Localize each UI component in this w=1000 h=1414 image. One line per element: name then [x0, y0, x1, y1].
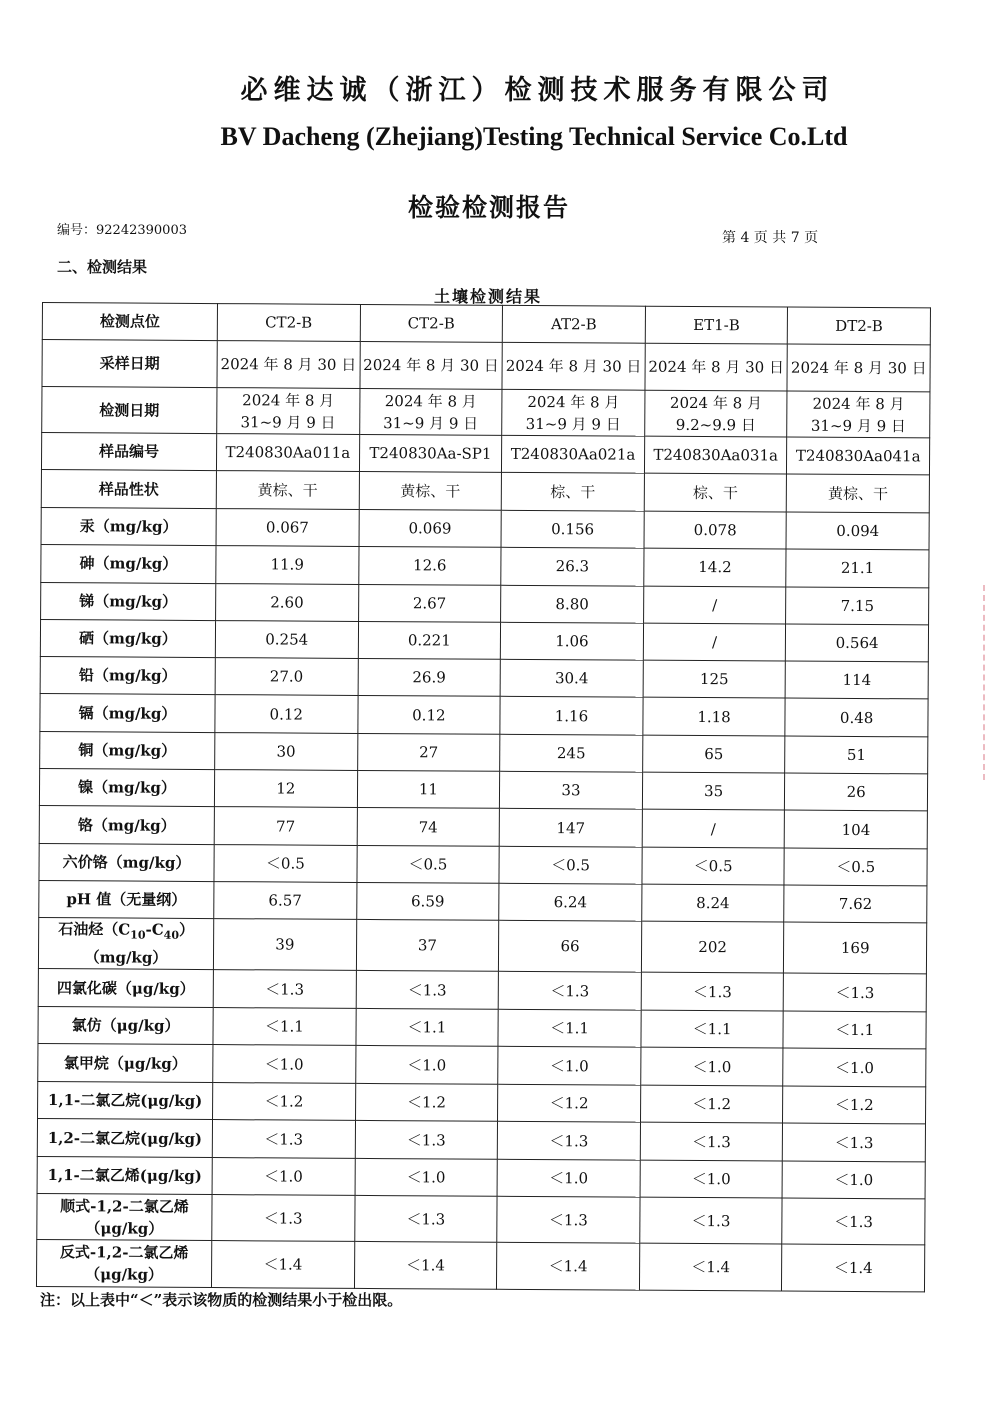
info-0-row	[42, 303, 930, 345]
result-7-value: 35	[642, 772, 785, 810]
result-8-value: 77	[214, 807, 357, 845]
result-3-row	[40, 619, 928, 662]
result-9-label: 六价铬（mg/kg）	[39, 843, 214, 881]
tph-value: 66	[499, 921, 642, 973]
result-6-value: 51	[785, 736, 928, 774]
result-0-value: 0.078	[644, 511, 787, 549]
info-2-label: 检测日期	[42, 387, 217, 434]
result-4-value: 114	[785, 661, 928, 699]
tph-value: 39	[213, 919, 356, 971]
info-2-value: 2024 年 8 月 31~9 月 9 日	[359, 388, 502, 435]
voc-0-value: ＜1.3	[356, 971, 499, 1009]
result-2-label: 锑（mg/kg）	[41, 582, 216, 620]
result-0-row	[41, 507, 929, 550]
result-2-value: /	[643, 586, 786, 624]
result-3-value: 0.221	[358, 621, 501, 659]
result-7-row	[39, 769, 927, 812]
info-4-value: 黄棕、干	[216, 471, 359, 510]
voc-3-label: 1,1-二氯乙烷(μg/kg)	[38, 1081, 213, 1120]
report-number: 编号：92242390003	[57, 223, 187, 238]
result-7-label: 镍（mg/kg）	[39, 769, 214, 807]
result-9-row	[39, 843, 927, 886]
voc-3-value: ＜1.2	[783, 1086, 926, 1124]
info-4-value: 黄棕、干	[787, 474, 930, 513]
info-1-label: 采样日期	[42, 340, 217, 388]
result-10-row	[39, 880, 927, 923]
result-2-value: 2.67	[358, 584, 501, 622]
voc-4-value: ＜1.3	[355, 1121, 498, 1159]
result-2-value: 8.80	[501, 585, 644, 623]
result-1-row	[41, 545, 929, 588]
info-2-value: 2024 年 8 月 31~9 月 9 日	[787, 391, 930, 438]
info-0-value: DT2-B	[788, 307, 931, 345]
result-5-label: 镉（mg/kg）	[40, 694, 215, 732]
info-3-value: T240830Aa-SP1	[359, 434, 502, 472]
info-1-value: 2024 年 8 月 30 日	[360, 341, 503, 389]
info-4-value: 棕、干	[501, 472, 644, 511]
result-8-row	[39, 806, 927, 849]
result-6-value: 30	[215, 732, 358, 770]
info-3-value: T240830Aa031a	[644, 436, 787, 474]
voc-7-value: ＜1.4	[497, 1243, 640, 1291]
result-2-value: 7.15	[786, 587, 929, 625]
result-5-value: 0.48	[785, 699, 928, 737]
result-6-value: 245	[500, 734, 643, 772]
result-9-value: ＜0.5	[784, 848, 927, 886]
result-3-value: 0.254	[215, 620, 358, 658]
result-10-value: 7.62	[784, 885, 927, 923]
result-10-label: pH 值（无量纲）	[39, 880, 214, 918]
tph-row	[38, 918, 926, 974]
tph-value: 202	[641, 921, 784, 973]
voc-1-label: 氯仿（μg/kg）	[38, 1006, 213, 1045]
result-5-value: 1.18	[643, 698, 786, 736]
result-1-value: 21.1	[786, 549, 929, 587]
info-2-value: 2024 年 8 月 31~9 月 9 日	[502, 389, 645, 436]
result-5-value: 1.16	[500, 697, 643, 735]
voc-3-row	[38, 1081, 926, 1124]
result-0-value: 0.067	[216, 509, 359, 547]
result-0-value: 0.094	[786, 512, 929, 550]
result-8-value: 74	[357, 808, 500, 846]
result-7-value: 12	[214, 770, 357, 808]
info-2-value: 2024 年 8 月 31~9 月 9 日	[217, 388, 360, 435]
result-6-value: 27	[357, 733, 500, 771]
voc-6-value: ＜1.3	[212, 1195, 355, 1242]
result-4-row	[40, 657, 928, 700]
voc-7-row	[36, 1240, 924, 1292]
voc-1-value: ＜1.1	[641, 1010, 784, 1048]
result-4-value: 27.0	[215, 658, 358, 696]
tph-label-part: ）	[178, 921, 195, 940]
result-5-row	[40, 694, 928, 737]
result-1-value: 11.9	[216, 546, 359, 584]
tph-label-part: 石油烃（C	[58, 920, 131, 939]
result-3-label: 硒（mg/kg）	[40, 619, 215, 657]
result-2-row	[41, 582, 929, 625]
info-0-value: CT2-B	[217, 304, 360, 342]
voc-7-value: ＜1.4	[211, 1241, 354, 1289]
tph-value: 37	[356, 920, 499, 972]
voc-5-label: 1,1-二氯乙烯(μg/kg)	[37, 1156, 212, 1195]
voc-5-value: ＜1.0	[497, 1159, 640, 1197]
voc-4-value: ＜1.3	[212, 1120, 355, 1158]
results-table-body	[36, 303, 930, 1293]
voc-2-value: ＜1.0	[213, 1045, 356, 1083]
table-title: 土壤检测结果	[433, 287, 542, 306]
result-1-label: 砷（mg/kg）	[41, 545, 216, 583]
info-2-value: 2024 年 8 月 9.2~9.9 日	[644, 390, 787, 437]
voc-2-value: ＜1.0	[355, 1046, 498, 1084]
voc-2-value: ＜1.0	[498, 1047, 641, 1085]
voc-5-value: ＜1.0	[355, 1158, 498, 1196]
voc-6-value: ＜1.3	[640, 1197, 783, 1244]
voc-4-value: ＜1.3	[497, 1122, 640, 1160]
voc-0-label: 四氯化碳（μg/kg）	[38, 969, 213, 1008]
voc-0-value: ＜1.3	[784, 973, 927, 1011]
result-5-value: 0.12	[357, 696, 500, 734]
voc-6-value: ＜1.3	[782, 1198, 925, 1245]
voc-1-value: ＜1.1	[783, 1011, 926, 1049]
info-3-row	[41, 433, 929, 475]
result-10-value: 6.59	[356, 882, 499, 920]
info-1-value: 2024 年 8 月 30 日	[787, 344, 930, 392]
info-0-value: ET1-B	[645, 306, 788, 344]
result-5-value: 0.12	[215, 695, 358, 733]
result-8-value: /	[642, 810, 785, 848]
voc-4-value: ＜1.3	[640, 1122, 783, 1160]
voc-6-value: ＜1.3	[497, 1197, 640, 1244]
result-2-value: 2.60	[216, 583, 359, 621]
voc-1-value: ＜1.1	[213, 1007, 356, 1045]
voc-6-value: ＜1.3	[354, 1196, 497, 1243]
tph-label-unit: （mg/kg）	[84, 948, 168, 968]
info-4-row	[41, 469, 929, 512]
result-9-value: ＜0.5	[642, 847, 785, 885]
voc-7-value: ＜1.4	[354, 1242, 497, 1290]
voc-1-value: ＜1.1	[356, 1008, 499, 1046]
info-4-value: 黄棕、干	[359, 471, 502, 510]
voc-7-label: 反式-1,2-二氯乙烯 （μg/kg）	[36, 1240, 211, 1288]
result-4-value: 30.4	[500, 659, 643, 697]
seam-stamp-mark	[963, 585, 985, 780]
result-4-value: 125	[643, 660, 786, 698]
result-8-value: 147	[499, 809, 642, 847]
result-9-value: ＜0.5	[499, 846, 642, 884]
voc-3-value: ＜1.2	[498, 1084, 641, 1122]
result-8-label: 铬（mg/kg）	[39, 806, 214, 844]
voc-2-label: 氯甲烷（μg/kg）	[38, 1044, 213, 1083]
result-3-value: 1.06	[501, 622, 644, 660]
info-0-label: 检测点位	[42, 303, 217, 341]
voc-3-value: ＜1.2	[640, 1085, 783, 1123]
result-6-value: 65	[642, 735, 785, 773]
voc-4-label: 1,2-二氯乙烷(μg/kg)	[37, 1119, 212, 1158]
footnote: 注：以上表中“＜”表示该物质的检测结果小于检出限。	[40, 1291, 403, 1309]
result-8-value: 104	[785, 810, 928, 848]
result-6-row	[40, 731, 928, 774]
voc-3-value: ＜1.2	[213, 1082, 356, 1120]
result-9-value: ＜0.5	[357, 845, 500, 883]
info-3-value: T240830Aa011a	[216, 434, 359, 472]
voc-3-value: ＜1.2	[355, 1083, 498, 1121]
voc-0-value: ＜1.3	[213, 970, 356, 1008]
page-indicator: 第 4 页 共 7 页	[722, 230, 819, 246]
result-10-value: 6.57	[214, 882, 357, 920]
voc-7-value: ＜1.4	[782, 1244, 925, 1292]
result-0-value: 0.156	[501, 510, 644, 548]
result-3-value: 0.564	[786, 624, 929, 662]
voc-0-value: ＜1.3	[641, 972, 784, 1010]
voc-4-value: ＜1.3	[783, 1123, 926, 1161]
voc-5-row	[37, 1156, 925, 1199]
result-7-value: 26	[785, 773, 928, 811]
tph-value: 169	[784, 922, 927, 974]
info-3-label: 样品编号	[41, 433, 216, 471]
voc-6-row	[37, 1194, 925, 1245]
info-1-row	[42, 340, 930, 392]
result-1-value: 12.6	[358, 547, 501, 585]
result-4-value: 26.9	[358, 659, 501, 697]
info-1-value: 2024 年 8 月 30 日	[217, 341, 360, 389]
voc-0-row	[38, 969, 926, 1012]
tph-label-line1	[41, 918, 211, 947]
info-3-value: T240830Aa021a	[502, 435, 645, 473]
section-title: 二、检测结果	[57, 258, 148, 276]
company-name-cn: 必维达诚（浙江）检测技术服务有限公司	[240, 75, 835, 106]
result-1-value: 14.2	[644, 548, 787, 586]
report-title: 检验检测报告	[407, 193, 570, 222]
result-10-value: 8.24	[642, 884, 785, 922]
voc-5-value: ＜1.0	[212, 1157, 355, 1195]
result-9-value: ＜0.5	[214, 844, 357, 882]
voc-7-value: ＜1.4	[639, 1243, 782, 1291]
company-name-en: BV Dacheng (Zhejiang)Testing Technical Service Co.Ltd	[220, 122, 848, 151]
result-1-value: 26.3	[501, 548, 644, 586]
voc-4-row	[37, 1119, 925, 1162]
info-4-label: 样品性状	[41, 469, 216, 508]
info-0-value: CT2-B	[360, 304, 503, 342]
result-10-value: 6.24	[499, 883, 642, 921]
info-1-value: 2024 年 8 月 30 日	[502, 342, 645, 390]
info-4-value: 棕、干	[644, 473, 787, 512]
voc-1-value: ＜1.1	[498, 1009, 641, 1047]
info-2-row	[42, 387, 930, 438]
result-7-value: 33	[500, 771, 643, 809]
result-3-value: /	[643, 623, 786, 661]
result-4-label: 铅（mg/kg）	[40, 657, 215, 695]
result-0-value: 0.069	[359, 509, 502, 547]
info-3-value: T240830Aa041a	[787, 437, 930, 475]
voc-6-label: 顺式-1,2-二氯乙烯 （μg/kg）	[37, 1194, 212, 1241]
info-0-value: AT2-B	[502, 305, 645, 343]
voc-5-value: ＜1.0	[640, 1160, 783, 1198]
tph-label-part: 10	[130, 928, 146, 942]
results-table	[36, 302, 931, 1293]
voc-5-value: ＜1.0	[782, 1161, 925, 1199]
voc-2-value: ＜1.0	[641, 1047, 784, 1085]
tph-label-part: -C	[145, 920, 164, 940]
voc-2-row	[38, 1044, 926, 1087]
voc-0-value: ＜1.3	[498, 972, 641, 1010]
result-7-value: 11	[357, 771, 500, 809]
tph-label-part: 40	[163, 929, 180, 943]
info-1-value: 2024 年 8 月 30 日	[645, 343, 788, 391]
tph-label	[38, 918, 213, 970]
result-6-label: 铜（mg/kg）	[40, 731, 215, 769]
voc-1-row	[38, 1006, 926, 1049]
voc-2-value: ＜1.0	[783, 1048, 926, 1086]
result-0-label: 汞（mg/kg）	[41, 507, 216, 545]
